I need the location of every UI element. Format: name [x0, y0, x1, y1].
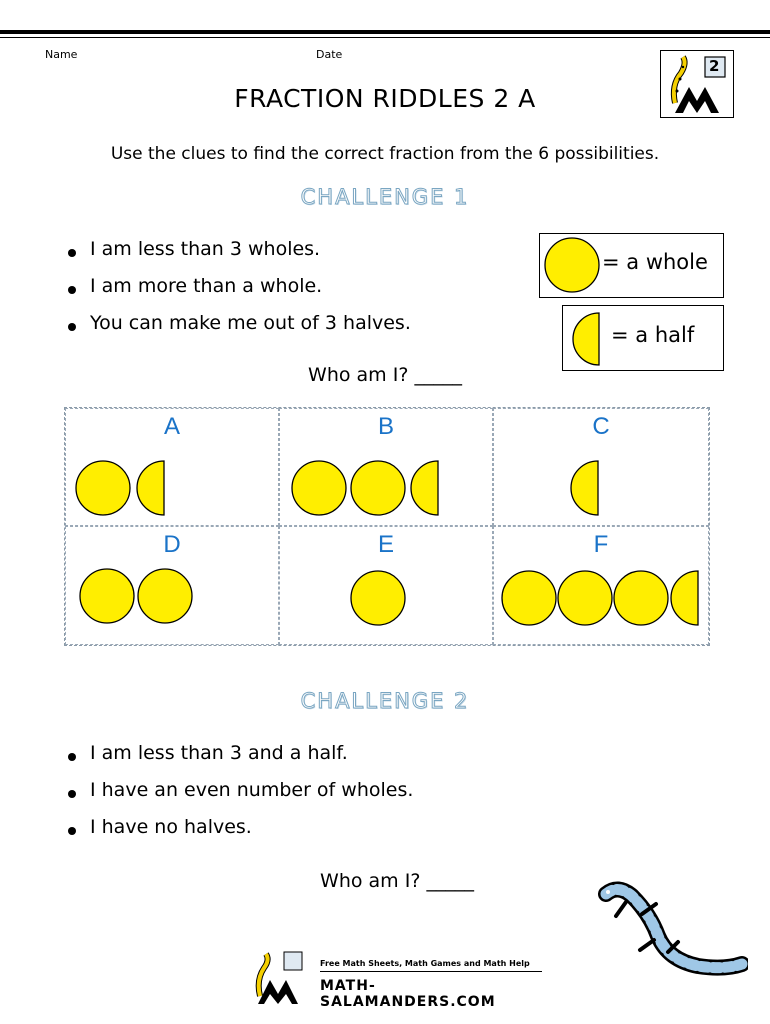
- option-label: F: [593, 531, 609, 558]
- challenge-1-question: Who am I? _____: [308, 364, 462, 386]
- option-label: D: [163, 531, 181, 558]
- whole-circle-icon: [543, 236, 601, 294]
- whole-circle-icon: [80, 569, 134, 623]
- half-circle-icon: [571, 461, 598, 515]
- half-circle-icon: [671, 571, 698, 625]
- option-d-shapes: [78, 567, 198, 625]
- option-b: [279, 408, 493, 526]
- half-circle-icon: [137, 461, 164, 515]
- challenge-2-question: Who am I? _____: [320, 870, 474, 892]
- instructions-text: Use the clues to find the correct fraction from the 6 possibilities.: [110, 144, 660, 164]
- header-rule-thick: [0, 30, 770, 34]
- clue-item: I am less than 3 wholes.: [68, 238, 411, 275]
- whole-circle-icon: [502, 571, 556, 625]
- whole-circle-icon: [76, 461, 130, 515]
- whole-circle-icon: [558, 571, 612, 625]
- whole-circle-icon: [614, 571, 668, 625]
- option-f-shapes: [500, 569, 706, 627]
- footer-brand: MATH-SALAMANDERS.COM: [320, 978, 496, 1010]
- clue-item: I am more than a whole.: [68, 275, 411, 312]
- legend-whole-label: = a whole: [602, 250, 708, 274]
- footer-logo: [250, 950, 550, 1010]
- whole-circle-icon: [292, 461, 346, 515]
- name-label: Name: [45, 48, 78, 61]
- challenge-1-heading: CHALLENGE 1: [300, 185, 470, 209]
- salamander-illustration-icon: [598, 880, 748, 990]
- option-e-shapes: [348, 569, 408, 627]
- header-rule-thin: [0, 37, 770, 38]
- footer-divider: [320, 971, 542, 972]
- logo-grade-number: 2: [709, 57, 720, 75]
- option-label: B: [377, 413, 394, 440]
- option-a: [65, 408, 279, 526]
- option-c: [493, 408, 709, 526]
- whole-circle-icon: [351, 461, 405, 515]
- half-circle-icon: [569, 311, 601, 367]
- whole-circle-icon: [138, 569, 192, 623]
- challenge-2-heading: CHALLENGE 2: [300, 689, 470, 713]
- option-label: A: [163, 413, 180, 440]
- legend-half-box: [562, 305, 724, 371]
- option-e: [279, 526, 493, 645]
- challenge-2-clues: [68, 742, 413, 853]
- clue-item: You can make me out of 3 halves.: [68, 312, 411, 349]
- half-circle-icon: [411, 461, 438, 515]
- clue-item: I am less than 3 and a half.: [68, 742, 413, 779]
- option-f: [493, 526, 709, 645]
- option-d: [65, 526, 279, 645]
- whole-circle-icon: [351, 571, 405, 625]
- options-grid: [64, 407, 710, 646]
- challenge-1-clues: [68, 238, 411, 349]
- footer-tagline: Free Math Sheets, Math Games and Math Help: [320, 959, 530, 968]
- option-label: C: [592, 413, 610, 440]
- legend-whole-box: [539, 233, 724, 298]
- option-label: E: [377, 531, 394, 558]
- clue-item: I have an even number of wholes.: [68, 779, 413, 816]
- footer-salamander-icon: [250, 950, 312, 1006]
- page-title: FRACTION RIDDLES 2 A: [234, 84, 536, 113]
- clue-item: I have no halves.: [68, 816, 413, 853]
- legend-half-label: = a half: [611, 323, 695, 347]
- option-c-shapes: [568, 459, 608, 517]
- option-a-shapes: [74, 459, 174, 517]
- date-label: Date: [316, 48, 343, 61]
- option-b-shapes: [290, 459, 450, 517]
